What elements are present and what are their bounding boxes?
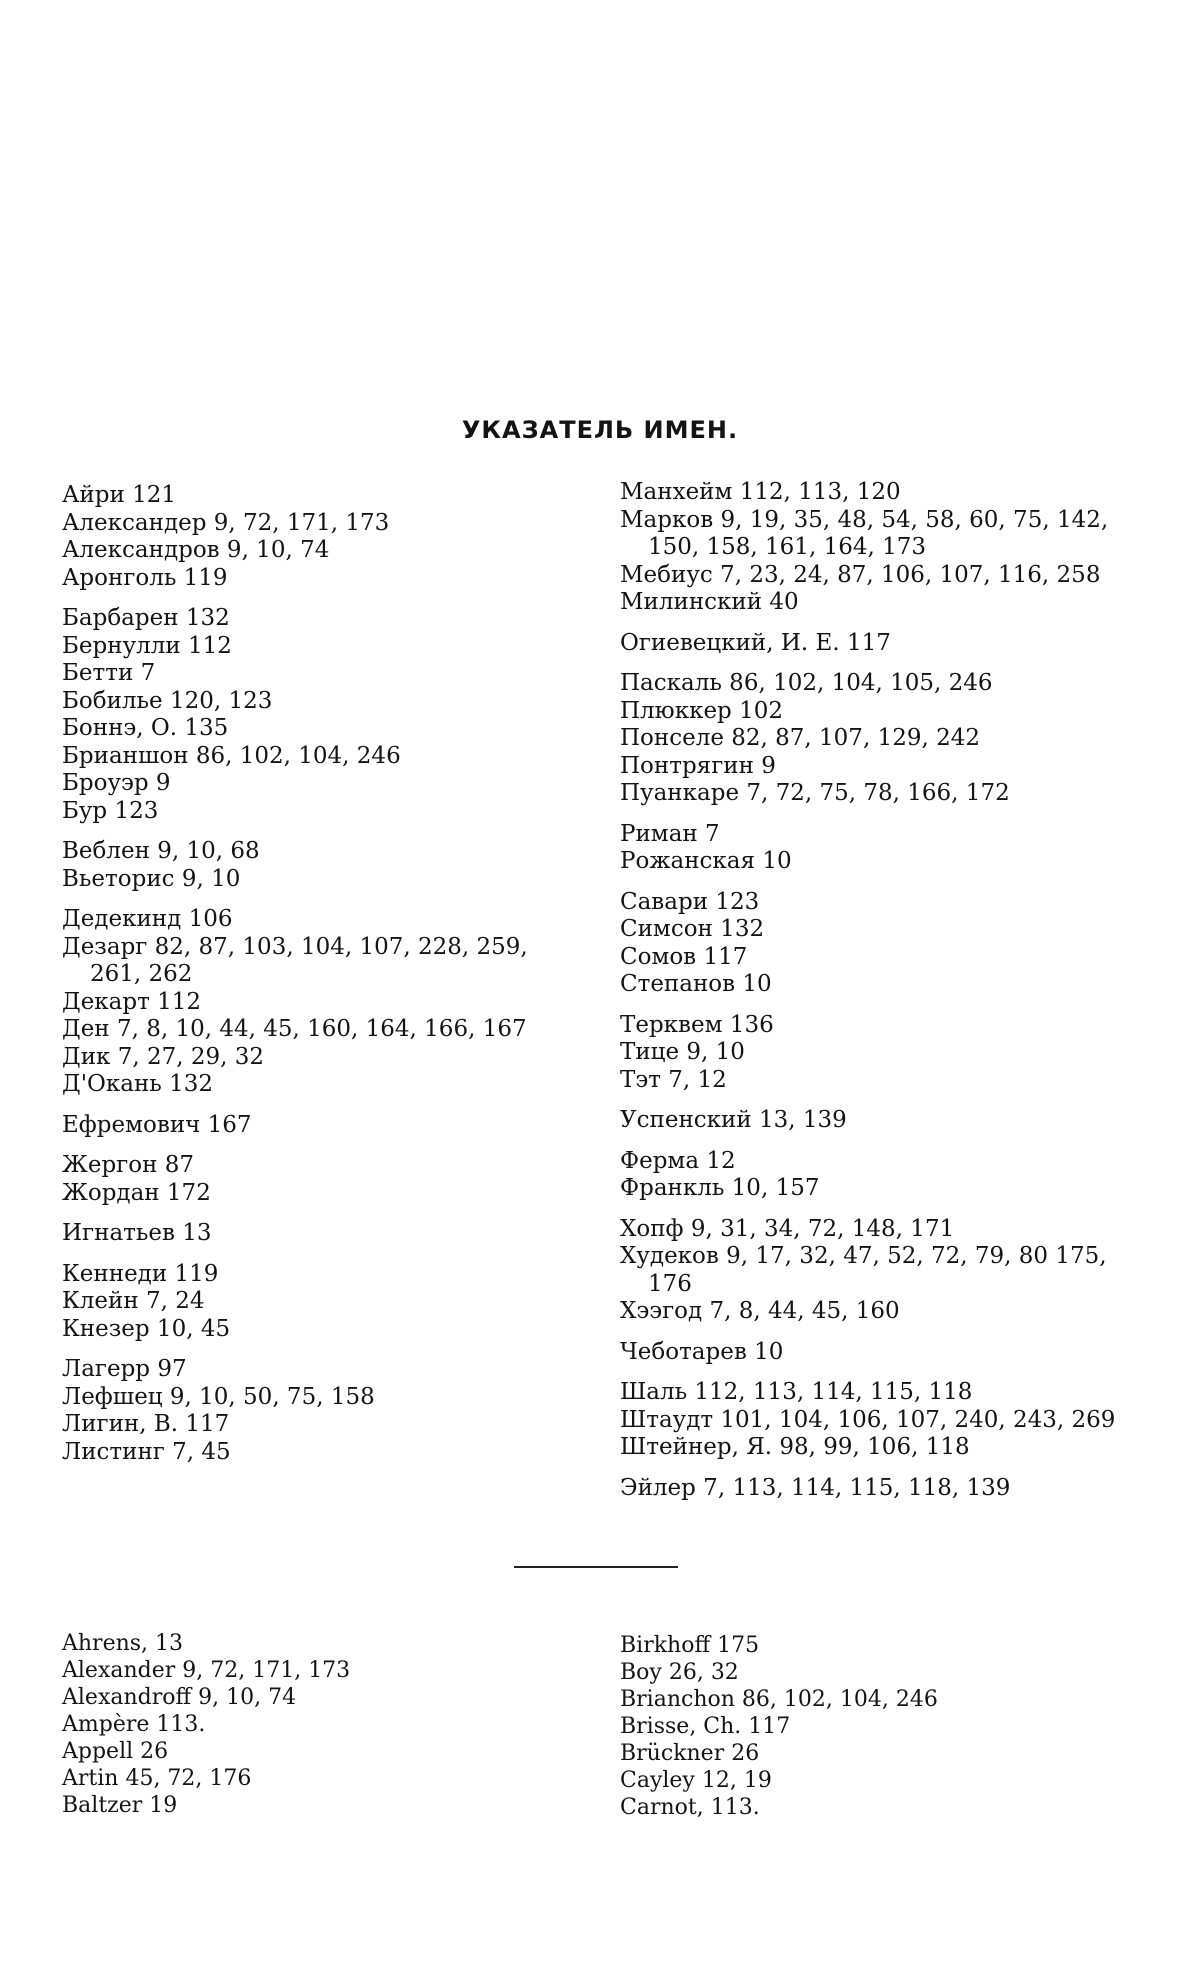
index-entry: Ферма 12 bbox=[620, 1147, 736, 1174]
index-entry: Хопф 9, 31, 34, 72, 148, 171 bbox=[620, 1215, 955, 1242]
index-entry: Лагерр 97 bbox=[62, 1356, 187, 1382]
index-entry: Терквем 136 bbox=[620, 1011, 774, 1038]
index-entry: Ahrens, 13 bbox=[62, 1631, 184, 1656]
index-entry: Понтрягин 9 bbox=[620, 752, 776, 779]
index-entry: Бетти 7 bbox=[62, 660, 156, 686]
index-entry: Понселе 82, 87, 107, 129, 242 bbox=[620, 725, 980, 751]
index-entry: Степанов 10 bbox=[620, 971, 772, 997]
index-letter-group bbox=[62, 1356, 582, 1466]
index-letter-group bbox=[62, 605, 582, 825]
index-entry: Кнезер 10, 45 bbox=[62, 1315, 231, 1342]
index-entry: Жергон 87 bbox=[62, 1152, 194, 1178]
index-entry: Дезарг 82, 87, 103, 104, 107, 228, 259, 261, 262 bbox=[62, 933, 528, 987]
index-letter-group bbox=[620, 1216, 1140, 1326]
index-letter-group bbox=[62, 1220, 582, 1248]
russian-index-left-column bbox=[62, 482, 582, 1479]
latin-index-right-column bbox=[620, 1632, 1140, 1821]
index-entry: Риман 7 bbox=[620, 820, 720, 847]
index-entry: Плюккер 102 bbox=[620, 697, 783, 724]
index-entry: Рожанская 10 bbox=[620, 848, 792, 874]
index-entry: Хээгод 7, 8, 44, 45, 160 bbox=[620, 1298, 900, 1324]
index-entry: Игнатьев 13 bbox=[62, 1220, 212, 1246]
index-letter-group bbox=[620, 1339, 1140, 1367]
index-entry: Д'Окань 132 bbox=[62, 1071, 214, 1097]
index-entry: Лефшец 9, 10, 50, 75, 158 bbox=[62, 1383, 375, 1410]
index-entry: Baltzer 19 bbox=[62, 1793, 178, 1818]
index-entry: Brückner 26 bbox=[620, 1741, 760, 1766]
index-entry: Бернулли 112 bbox=[62, 632, 232, 659]
index-letter-group bbox=[620, 479, 1140, 617]
index-entry: Appell 26 bbox=[62, 1739, 169, 1764]
index-entry: Cayley 12, 19 bbox=[620, 1768, 772, 1793]
russian-index-right-column bbox=[620, 479, 1140, 1515]
index-entry: Савари 123 bbox=[620, 888, 760, 915]
index-entry: Сомов 117 bbox=[620, 943, 748, 970]
index-entry: Мебиус 7, 23, 24, 87, 106, 107, 116, 258 bbox=[620, 561, 1101, 588]
index-entry: Александер 9, 72, 171, 173 bbox=[62, 509, 390, 536]
page-title: УКАЗАТЕЛЬ ИМЕН. bbox=[461, 416, 739, 444]
index-entry: Ден 7, 8, 10, 44, 45, 160, 164, 166, 167 bbox=[62, 1016, 527, 1042]
index-entry: Худеков 9, 17, 32, 47, 52, 72, 79, 80 175, 176 bbox=[620, 1243, 1107, 1297]
index-entry: Паскаль 86, 102, 104, 105, 246 bbox=[620, 670, 993, 696]
index-entry: Веблен 9, 10, 68 bbox=[62, 838, 260, 864]
index-entry: Пуанкаре 7, 72, 75, 78, 166, 172 bbox=[620, 780, 1010, 806]
index-entry: Огиевецкий, И. Е. 117 bbox=[620, 629, 891, 656]
index-letter-group bbox=[620, 630, 1140, 658]
index-entry: Айри 121 bbox=[62, 482, 177, 508]
index-letter-group bbox=[620, 889, 1140, 999]
index-letter-group bbox=[620, 1012, 1140, 1095]
index-letter-group bbox=[620, 1379, 1140, 1462]
index-entry: Симсон 132 bbox=[620, 916, 765, 942]
index-entry: Brisse, Ch. 117 bbox=[620, 1714, 791, 1739]
index-entry: Artin 45, 72, 176 bbox=[62, 1766, 252, 1791]
index-entry: Александров 9, 10, 74 bbox=[62, 537, 330, 563]
index-entry: Декарт 112 bbox=[62, 988, 202, 1015]
index-entry: Жордан 172 bbox=[62, 1179, 211, 1206]
index-entry: Аронголь 119 bbox=[62, 564, 228, 591]
index-letter-group bbox=[62, 482, 582, 592]
index-entry: Чеботарев 10 bbox=[620, 1338, 784, 1365]
index-entry: Листинг 7, 45 bbox=[62, 1438, 231, 1465]
index-entry: Боннэ, О. 135 bbox=[62, 715, 229, 741]
index-letter-group bbox=[620, 821, 1140, 876]
index-letter-group bbox=[620, 1475, 1140, 1503]
index-entry: Франкль 10, 157 bbox=[620, 1175, 820, 1201]
index-entry: Alexandroff 9, 10, 74 bbox=[62, 1685, 297, 1710]
index-letter-group bbox=[620, 1107, 1140, 1135]
index-entry: Шаль 112, 113, 114, 115, 118 bbox=[620, 1379, 973, 1405]
index-entry: Штейнер, Я. 98, 99, 106, 118 bbox=[620, 1434, 970, 1460]
index-letter-group bbox=[62, 1152, 582, 1207]
index-entry: Дедекинд 106 bbox=[62, 906, 233, 932]
index-letter-group bbox=[620, 670, 1140, 808]
index-letter-group bbox=[62, 906, 582, 1099]
index-entry: Ampère 113. bbox=[62, 1712, 206, 1737]
index-entry: Тэт 7, 12 bbox=[620, 1066, 727, 1093]
index-entry: Carnot, 113. bbox=[620, 1795, 760, 1820]
index-entry: Дик 7, 27, 29, 32 bbox=[62, 1043, 265, 1070]
index-entry: Эйлер 7, 113, 114, 115, 118, 139 bbox=[620, 1474, 1011, 1501]
index-entry: Бобилье 120, 123 bbox=[62, 687, 273, 714]
index-entry: Бур 123 bbox=[62, 797, 159, 824]
index-entry: Броуэр 9 bbox=[62, 770, 171, 796]
index-entry: Марков 9, 19, 35, 48, 54, 58, 60, 75, 142, 150, 158, 161, 164, 173 bbox=[620, 506, 1109, 560]
section-divider bbox=[514, 1566, 678, 1568]
index-entry: Успенский 13, 139 bbox=[620, 1107, 847, 1133]
index-letter-group bbox=[62, 838, 582, 893]
index-entry: Манхейм 112, 113, 120 bbox=[620, 479, 901, 505]
index-entry: Клейн 7, 24 bbox=[62, 1288, 205, 1314]
index-entry: Кеннеди 119 bbox=[62, 1260, 219, 1287]
index-entry: Вьеторис 9, 10 bbox=[62, 865, 241, 892]
index-entry: Boy 26, 32 bbox=[620, 1660, 739, 1685]
index-letter-group bbox=[62, 1261, 582, 1344]
index-entry: Alexander 9, 72, 171, 173 bbox=[62, 1658, 351, 1683]
index-letter-group bbox=[62, 1112, 582, 1140]
index-entry: Тице 9, 10 bbox=[620, 1039, 745, 1065]
index-entry: Милинский 40 bbox=[620, 589, 799, 615]
index-entry: Birkhoff 175 bbox=[620, 1633, 760, 1658]
index-letter-group bbox=[620, 1148, 1140, 1203]
index-entry: Лигин, В. 117 bbox=[62, 1411, 230, 1437]
index-entry: Brianchon 86, 102, 104, 246 bbox=[620, 1687, 938, 1712]
latin-index-left-column bbox=[62, 1630, 582, 1819]
index-entry: Ефремович 167 bbox=[62, 1111, 252, 1138]
index-entry: Барбарен 132 bbox=[62, 605, 230, 631]
index-entry: Брианшон 86, 102, 104, 246 bbox=[62, 742, 401, 769]
index-entry: Штаудт 101, 104, 106, 107, 240, 243, 269 bbox=[620, 1406, 1116, 1433]
